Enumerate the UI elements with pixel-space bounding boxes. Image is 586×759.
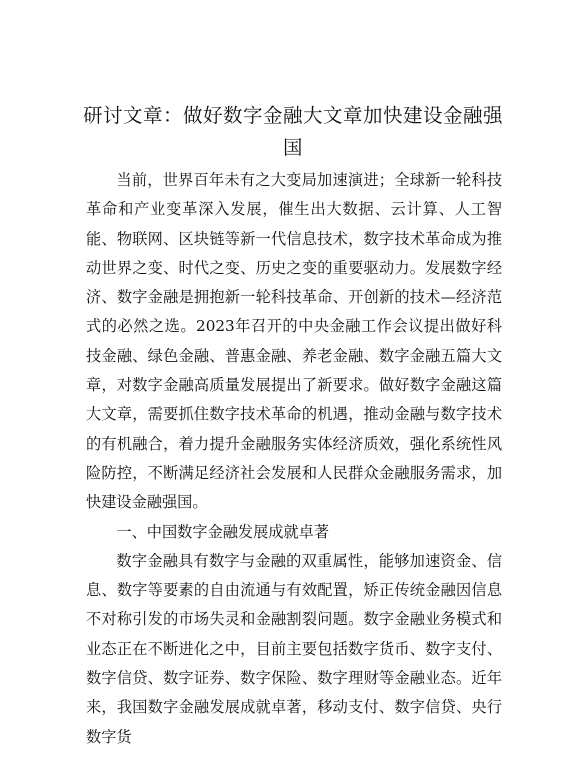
intro-paragraph: 当前，世界百年未有之大变局加速演进；全球新一轮科技革命和产业变革深入发展，催生出大数据、云计算、人工智能、物联网、区块链等新一代信息技术，数字技术革命成为推动世界之变、时代之变、历史之变的重要驱动力。发展数字经济、数字金融是拥抱新一轮科技革命、开创新的技术—经济范式的必然之选。2023年召开的中央金融工作会议提出做好科技金融、绿色金融、普惠金融、养老金融、数字金融五篇大文章，对数字金融高质量发展提出了新要求。做好数字金融这篇大文章，需要抓住数字技术革命的机遇，推动金融与数字技术的有机融合，着力提升金融服务实体经济质效，强化系统性风险防控，不断满足经济社会发展和人民群众金融服务需求，加快建设金融强国。 <box>86 171 502 512</box>
section-paragraph: 数字金融具有数字与金融的双重属性，能够加速资金、信息、数字等要素的自由流通与有效配置，矫正传统金融因信息不对称引发的市场失灵和金融割裂问题。数字金融业务模式和业态正在不断进化之中，目前主要包括数字货币、数字支付、数字信贷、数字证券、数字保险、数字理财等金融业态。近年来，我国数字金融发展成就卓著，移动支付、数字信贷、央行数字货 <box>86 551 502 746</box>
document-title: 研讨文章：做好数字金融大文章加快建设金融强国 <box>82 104 503 159</box>
document-body <box>86 166 502 752</box>
section-heading: 一、中国数字金融发展成就卓著 <box>116 522 330 541</box>
